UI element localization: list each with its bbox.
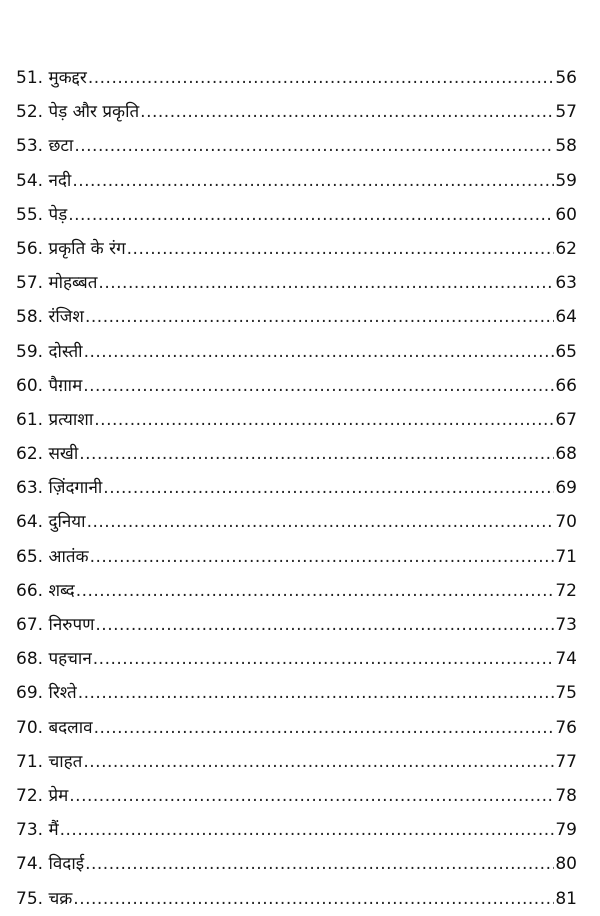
toc-entry	[16, 129, 577, 163]
toc-entry-title: 55. पेड़	[16, 204, 68, 225]
toc-entry-title: 69. रिश्ते	[16, 683, 77, 704]
toc-entry-title: 63. ज़िंदगानी	[16, 478, 103, 499]
toc-page-number: 67	[555, 409, 577, 430]
toc-page-number: 75	[555, 683, 577, 704]
toc-entry-title: 58. रंजिश	[16, 307, 84, 328]
toc-entry	[16, 198, 577, 232]
toc-entry	[16, 61, 577, 95]
toc-dot-leader	[87, 505, 555, 539]
toc-entry-title: 59. दोस्ती	[16, 341, 83, 362]
toc-entry	[16, 95, 577, 129]
toc-entry	[16, 437, 577, 471]
toc-page-number: 77	[555, 751, 577, 772]
toc-entry-title: 64. दुनिया	[16, 512, 86, 533]
toc-entry	[16, 847, 577, 881]
toc-dot-leader	[95, 608, 554, 642]
toc-dot-leader	[85, 847, 554, 881]
toc-page-number: 81	[555, 888, 577, 909]
toc-entry-title: 57. मोहब्बत	[16, 273, 98, 294]
toc-dot-leader	[74, 129, 554, 163]
toc-entry-title: 51. मुकद्दर	[16, 68, 87, 88]
toc-page-number: 70	[555, 512, 577, 533]
toc-entry-title: 74. विदाई	[16, 854, 85, 875]
toc-page-number: 58	[555, 136, 577, 157]
toc-entry	[16, 232, 577, 266]
toc-entry	[16, 745, 577, 779]
toc-dot-leader	[94, 711, 555, 745]
toc-page-number: 66	[555, 375, 577, 396]
toc-dot-leader	[90, 540, 555, 574]
toc-page-number: 62	[555, 238, 577, 259]
toc-page-number: 72	[555, 580, 577, 601]
toc-entry-title: 75. चक्र	[16, 888, 73, 909]
toc-dot-leader	[93, 642, 555, 676]
toc-entry-title: 70. बदलाव	[16, 717, 93, 738]
toc-dot-leader	[76, 574, 555, 608]
toc-entry	[16, 779, 577, 813]
toc-dot-leader	[84, 335, 555, 369]
toc-entry	[16, 574, 577, 608]
toc-entry-title: 72. प्रेम	[16, 785, 69, 806]
toc-entry-title: 53. छटा	[16, 136, 74, 157]
toc-dot-leader	[79, 437, 554, 471]
toc-dot-leader	[140, 95, 554, 129]
toc-entry-title: 52. पेड़ और प्रकृति	[16, 102, 140, 123]
toc-dot-leader	[85, 300, 554, 334]
toc-page-number: 59	[555, 170, 577, 191]
toc-entry-title: 73. मैं	[16, 820, 59, 841]
toc-entry-title: 56. प्रकृति के रंग	[16, 238, 126, 259]
toc-dot-leader	[94, 403, 554, 437]
toc-entry	[16, 540, 577, 574]
toc-dot-leader	[83, 745, 554, 779]
toc-page-number: 60	[555, 204, 577, 225]
toc-entry-title: 60. पैग़ाम	[16, 375, 83, 396]
toc-dot-leader	[72, 164, 554, 198]
toc-entry	[16, 642, 577, 676]
toc-entry	[16, 164, 577, 198]
toc-dot-leader	[88, 61, 555, 95]
toc-entry	[16, 505, 577, 539]
toc-entry	[16, 882, 577, 916]
toc-entry	[16, 608, 577, 642]
toc-page-number: 69	[555, 478, 577, 499]
toc-entry	[16, 369, 577, 403]
toc-entry-title: 68. पहचान	[16, 649, 92, 670]
toc-dot-leader	[69, 779, 554, 813]
toc-page-number: 63	[555, 273, 577, 294]
toc-page-number: 74	[555, 649, 577, 670]
toc-entry	[16, 300, 577, 334]
toc-entry	[16, 403, 577, 437]
toc-entry	[16, 676, 577, 710]
toc-dot-leader	[127, 232, 555, 266]
toc-dot-leader	[78, 676, 555, 710]
toc-page-number: 76	[555, 717, 577, 738]
toc-entry-title: 66. शब्द	[16, 580, 75, 601]
toc-entry-title: 61. प्रत्याशा	[16, 409, 94, 430]
toc-entry-title: 65. आतंक	[16, 546, 89, 567]
toc-entry	[16, 266, 577, 300]
toc-entry-title: 71. चाहत	[16, 751, 83, 772]
toc-dot-leader	[68, 198, 554, 232]
toc-dot-leader	[60, 813, 555, 847]
toc-page-number: 80	[555, 854, 577, 875]
toc-dot-leader	[73, 882, 554, 916]
toc-page-number: 57	[555, 102, 577, 123]
toc-page-number: 71	[555, 546, 577, 567]
toc-page-number: 79	[555, 820, 577, 841]
toc-entry	[16, 335, 577, 369]
toc-page-number: 73	[555, 615, 577, 635]
toc-page-number: 78	[555, 785, 577, 806]
toc-entry-title: 62. सखी	[16, 444, 79, 465]
toc-page-number: 64	[555, 307, 577, 328]
toc-entry	[16, 711, 577, 745]
toc-entry	[16, 471, 577, 505]
toc-page-number: 68	[555, 444, 577, 465]
toc-dot-leader	[103, 471, 554, 505]
toc-entry	[16, 813, 577, 847]
table-of-contents	[16, 61, 577, 916]
toc-entry-title: 67. निरुपण	[16, 615, 95, 635]
toc-page-number: 56	[555, 68, 577, 88]
toc-page-number: 65	[555, 341, 577, 362]
toc-entry-title: 54. नदी	[16, 170, 72, 191]
toc-dot-leader	[83, 369, 554, 403]
toc-dot-leader	[98, 266, 554, 300]
